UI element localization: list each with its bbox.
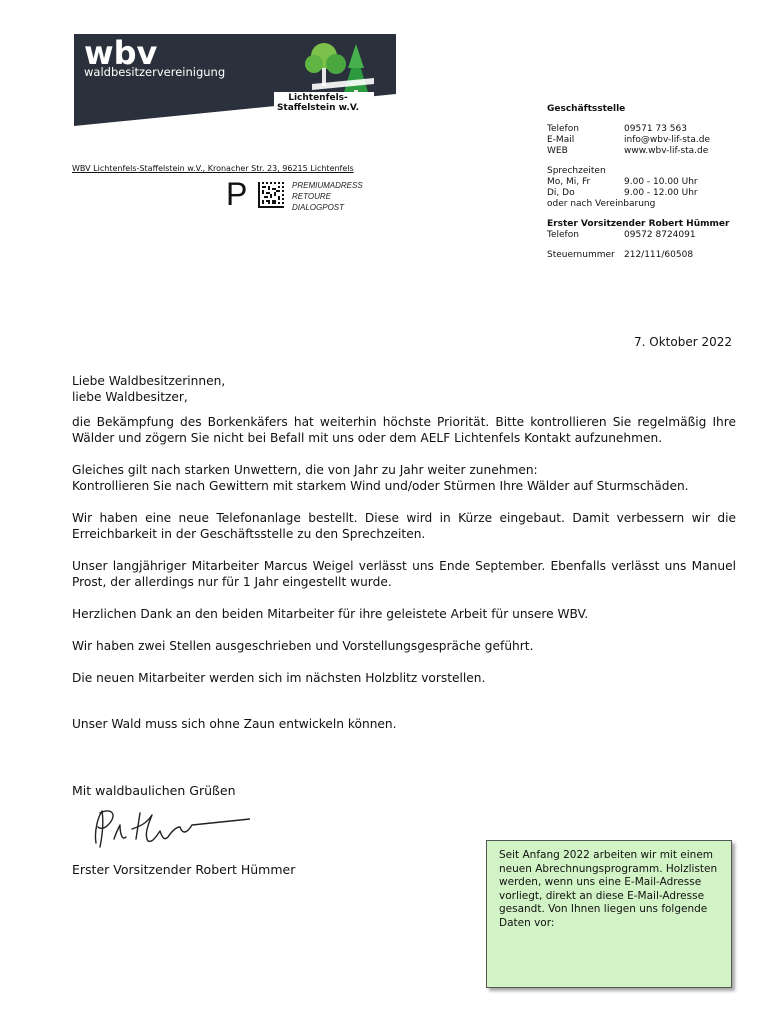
paragraph: Wir haben eine neue Telefonanlage bestellt. Diese wird in Kürze eingebaut. Damit verbessern wir die Erreichbarkeit in der Geschäftsstelle zu den Sprechzeiten.: [72, 511, 736, 541]
logo-subtitle: waldbesitzervereinigung: [84, 65, 226, 79]
hours-note: oder nach Vereinbarung: [547, 199, 656, 209]
closing-line: Mit waldbaulichen Grüßen: [72, 783, 236, 798]
contact-key: E-Mail: [547, 135, 575, 145]
logo-location-2: Staffelstein w.V.: [276, 103, 360, 113]
hours-days: Di, Do: [547, 188, 575, 198]
sender-line: WBV Lichtenfels-Staffelstein w.V., Kronacher Str. 23, 96215 Lichtenfels: [72, 164, 354, 173]
letter-body: [72, 373, 736, 732]
hours-time: 9.00 - 10.00 Uhr: [624, 177, 698, 187]
paragraph: Gleiches gilt nach starken Unwettern, die von Jahr zu Jahr weiter zunehmen:: [72, 463, 538, 477]
hours-row: [547, 188, 747, 199]
letter-date: 7. Oktober 2022: [634, 335, 732, 349]
office-heading: Geschäftsstelle: [547, 104, 626, 114]
signer-name: Erster Vorsitzender Robert Hümmer: [72, 862, 296, 877]
contact-row: [547, 135, 747, 146]
paragraph: Kontrollieren Sie nach Gewittern mit starkem Wind und/oder Stürmen Ihre Wälder auf Sturmschäden.: [72, 479, 689, 493]
info-box-text: Seit Anfang 2022 arbeiten wir mit einem neuen Abrechnungsprogramm. Holzlisten werden, wenn uns eine E-Mail-Adresse vorliegt, direkt an diese E-Mail-Adresse gesandt. Von Ihnen liegen uns folgende Daten vor:: [499, 849, 718, 929]
info-box: [486, 840, 732, 988]
hours-days: Mo, Mi, Fr: [547, 177, 591, 187]
signature: [82, 803, 250, 851]
premium-line: PREMIUMADRESS: [292, 181, 363, 190]
contact-row: [547, 146, 747, 157]
greeting-line: liebe Waldbesitzer,: [72, 390, 188, 404]
chair-heading: Erster Vorsitzender Robert Hümmer: [547, 219, 730, 229]
tax-key: Steuernummer: [547, 250, 615, 260]
contact-key: Telefon: [547, 124, 579, 134]
phone-value: 09571 73 563: [624, 124, 687, 134]
contact-row: [547, 124, 747, 135]
greeting-line: Liebe Waldbesitzerinnen,: [72, 374, 226, 388]
tax-row: [547, 250, 747, 261]
wbv-logo: [74, 34, 396, 126]
paragraph: Herzlichen Dank an den beiden Mitarbeiter für ihre geleistete Arbeit für unsere WBV.: [72, 607, 589, 621]
hours-time: 9.00 - 12.00 Uhr: [624, 188, 698, 198]
paragraph: Unser langjähriger Mitarbeiter Marcus Weigel verlässt uns Ende September. Ebenfalls verlässt uns Manuel Prost, der allerdings nur für 1 Jahr eingestellt wurde.: [72, 559, 736, 589]
hours-heading: Sprechzeiten: [547, 166, 606, 176]
premium-letter: P: [226, 176, 248, 212]
web-value: www.wbv-lif-sta.de: [624, 146, 709, 156]
paragraph: Wir haben zwei Stellen ausgeschrieben und Vorstellungsgespräche geführt.: [72, 639, 534, 653]
datamatrix-icon: [258, 182, 284, 208]
premium-line: DIALOGPOST: [292, 203, 345, 212]
logo-location-1: Lichtenfels-: [288, 93, 348, 103]
premium-lines: [292, 180, 363, 213]
chair-phone-value: 09572 8724091: [624, 230, 696, 240]
hours-row: [547, 177, 747, 188]
paragraph: Unser Wald muss sich ohne Zaun entwickeln können.: [72, 717, 397, 731]
contact-key: Telefon: [547, 230, 579, 240]
paragraph: Die neuen Mitarbeiter werden sich im nächsten Holzblitz vorstellen.: [72, 671, 486, 685]
contact-sidebar: [547, 104, 747, 261]
premium-line: RETOURE: [292, 192, 331, 201]
contact-key: WEB: [547, 146, 568, 156]
paragraph: die Bekämpfung des Borkenkäfers hat weiterhin höchste Priorität. Bitte kontrollieren Sie regelmäßig Ihre Wälder und zögern Sie nicht bei Befall mit uns oder dem AELF Lichtenfels Kontakt aufzunehmen.: [72, 415, 736, 445]
chair-phone-row: [547, 230, 747, 241]
email-value: info@wbv-lif-sta.de: [624, 135, 711, 145]
tax-value: 212/111/60508: [624, 250, 694, 260]
logo-brand: wbv: [84, 34, 158, 72]
